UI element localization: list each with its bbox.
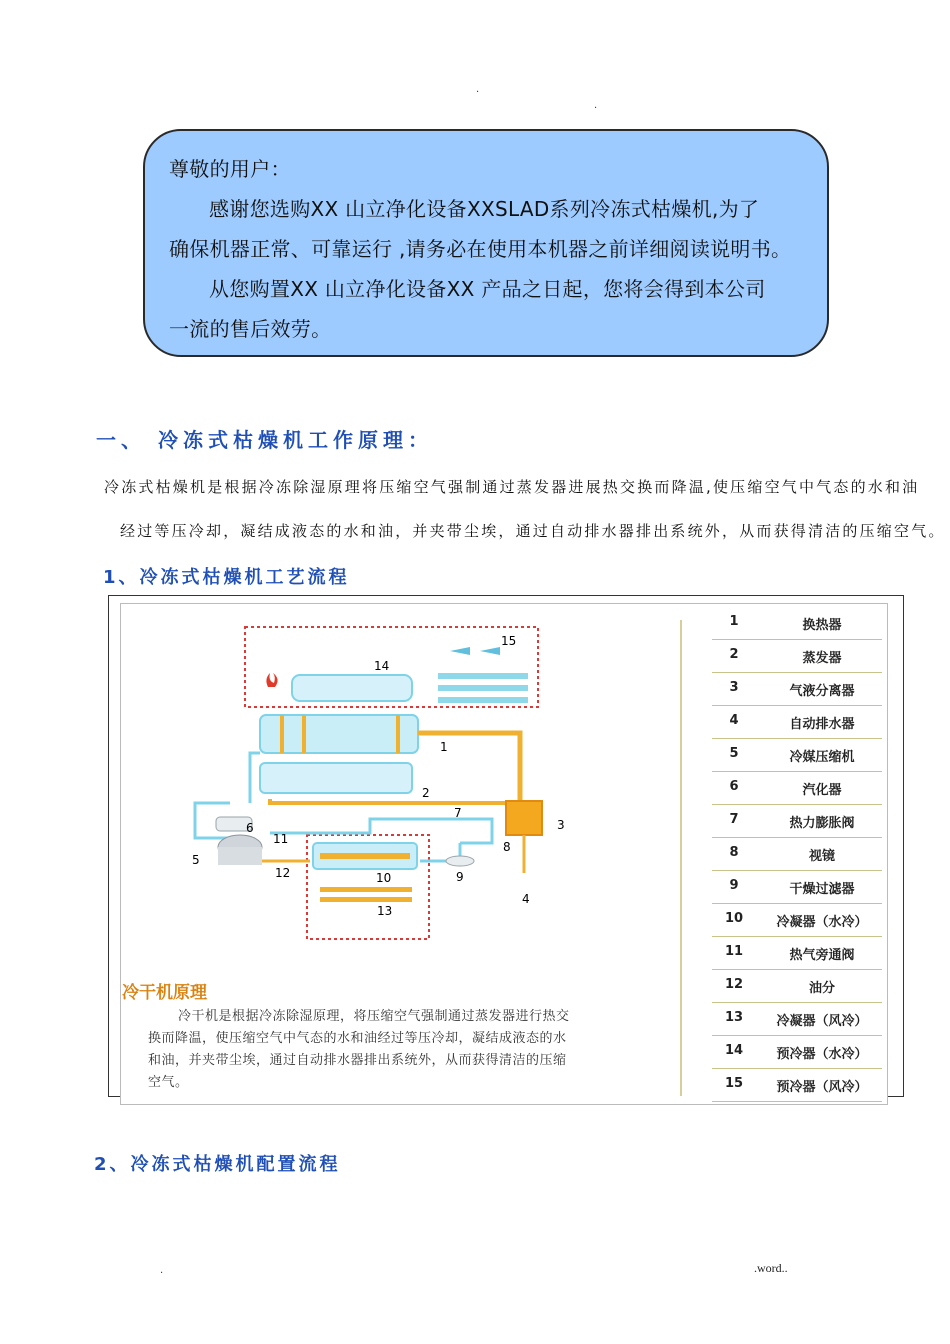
legend-number: 10 [724,911,744,926]
legend-number: 9 [729,878,739,893]
legend-component-name: 自动排水器 [789,717,855,732]
evaporator [260,763,412,793]
legend-row [712,1035,882,1069]
legend-row [712,738,882,772]
legend-row [712,1068,882,1102]
legend-number: 8 [729,845,739,860]
diagram-label-12: 12 [275,866,291,880]
principle-line-2: 换而降温，使压缩空气中气态的水和油经过等压冷却，凝结成液态的水 [148,1031,567,1046]
principle-title: 冷干机原理 [122,983,207,1003]
diagram-label-9: 9 [456,870,464,884]
legend-row [712,639,882,673]
hx-band-1 [280,715,284,753]
legend-number: 14 [724,1043,744,1058]
legend-row [712,771,882,805]
legend-component-name: 冷凝器（风冷） [776,1014,868,1029]
legend-component-name: 热气旁通阀 [789,948,855,963]
diagram-label-3: 3 [557,818,565,832]
legend-number: 11 [724,944,744,959]
diagram-label-4: 4 [522,892,530,906]
principle-line-3: 和油，并夹带尘埃，通过自动排水器排出系统外，从而获得清洁的压缩 [148,1053,567,1068]
fan-icon [450,647,500,655]
legend-component-name: 气液分离器 [789,684,855,699]
diagram-label-14: 14 [374,659,390,673]
legend-number: 3 [729,680,739,695]
hx-band-3 [396,715,400,753]
notice-greeting: 尊敬的用户： [169,157,291,181]
section-1-para-line-2: 经过等压冷却，凝结成液态的水和油，并夹带尘埃，通过自动排水器排出系统外，从而获得清洁的压缩空气。 [120,522,946,540]
air-precooler-fin-3 [438,697,528,703]
legend-row [712,672,882,706]
legend-component-name: 热力膨胀阀 [789,816,855,831]
legend-row [712,903,882,937]
subsection-2-title: 2、冷冻式枯燥机配置流程 [94,1154,341,1175]
diagram-label-8: 8 [503,840,511,854]
legend-number: 15 [724,1076,744,1091]
air-condenser-fin-1 [320,887,412,892]
notice-line-2: 确保机器正常、可靠运行 ,请务必在使用本机器之前详细阅读说明书。 [169,237,792,261]
precooler-cylinder [292,675,412,701]
principle-line-1: 冷干机是根据冷冻除湿原理，将压缩空气强制通过蒸发器进行热交 [178,1009,570,1024]
diagram-label-5: 5 [192,853,200,867]
legend-row [712,804,882,838]
legend-component-name: 冷媒压缩机 [789,750,855,765]
refrigerant-pipe-2 [250,753,260,803]
diagram-label-13: 13 [377,904,393,918]
legend-component-name: 油分 [808,981,835,996]
legend-component-name: 预冷器（风冷） [776,1080,868,1095]
diagram-label-6: 6 [246,821,254,835]
air-condenser-fin-2 [320,897,412,902]
diagram-label-1: 1 [440,740,448,754]
heat-flame-icon [266,673,277,687]
condenser-coil [320,853,410,859]
legend-number: 5 [729,746,739,761]
legend-component-name: 蒸发器 [802,651,842,666]
legend-row [712,969,882,1003]
diagram-label-2: 2 [422,786,430,800]
section-1-title: 一、 冷冻式枯燥机工作原理： [96,428,433,452]
diagram-label-10: 10 [376,871,392,885]
legend-component-name: 预冷器（水冷） [776,1047,868,1062]
air-precooler-fin-1 [438,673,528,679]
hx-band-2 [302,715,306,753]
refrigerant-pipe-3 [270,819,492,843]
air-precooler-fin-2 [438,685,528,691]
notice-line-4: 一流的售后效劳。 [169,317,332,341]
legend-number: 12 [724,977,744,992]
footer-word: .word.. [754,1261,788,1275]
notice-line-1: 感谢您选购XX 山立净化设备XXSLAD系列冷冻式枯燥机,为了 [209,197,760,221]
diagram-label-7: 7 [454,806,462,820]
legend-divider [680,620,682,1096]
legend-number: 6 [729,779,739,794]
footer-dot: . [160,1265,164,1276]
subsection-1-title: 1、冷冻式枯燥机工艺流程 [103,567,350,588]
legend-row [712,837,882,871]
legend-row [712,606,882,640]
legend-row [712,705,882,739]
dryer-filter [446,856,474,866]
pipe-evaporator-to-separator [270,799,508,803]
legend-number: 13 [724,1010,744,1025]
diagram-label-11: 11 [273,832,289,846]
header-dot-right: . [594,100,598,111]
section-1-para-line-1: 冷冻式枯燥机是根据冷冻除湿原理将压缩空气强制通过蒸发器进展热交换而降温,使压缩空气中气态的水和油 [104,478,920,496]
process-diagram [120,603,680,963]
notice-line-3: 从您购置XX 山立净化设备XX 产品之日起，您将会得到本公司 [209,277,766,301]
legend-number: 2 [729,647,739,662]
legend-row [712,1002,882,1036]
legend-component-name: 换热器 [802,618,842,633]
legend-component-name: 干燥过滤器 [789,882,855,897]
diagram-label-15: 15 [501,634,517,648]
legend-component-name: 冷凝器（水冷） [776,915,868,930]
legend-component-name: 视镜 [808,849,835,864]
legend-number: 7 [729,812,739,827]
legend-row [712,870,882,904]
compressor-body [218,847,262,865]
principle-line-4: 空气。 [148,1075,189,1090]
notice-box [143,129,829,357]
legend-number: 1 [729,614,739,629]
gas-liquid-separator [506,801,542,835]
pipe-hx-to-separator [418,733,520,803]
header-dot-left: . [476,84,480,95]
legend-component-name: 汽化器 [802,783,842,798]
legend-row [712,936,882,970]
legend-number: 4 [729,713,739,728]
